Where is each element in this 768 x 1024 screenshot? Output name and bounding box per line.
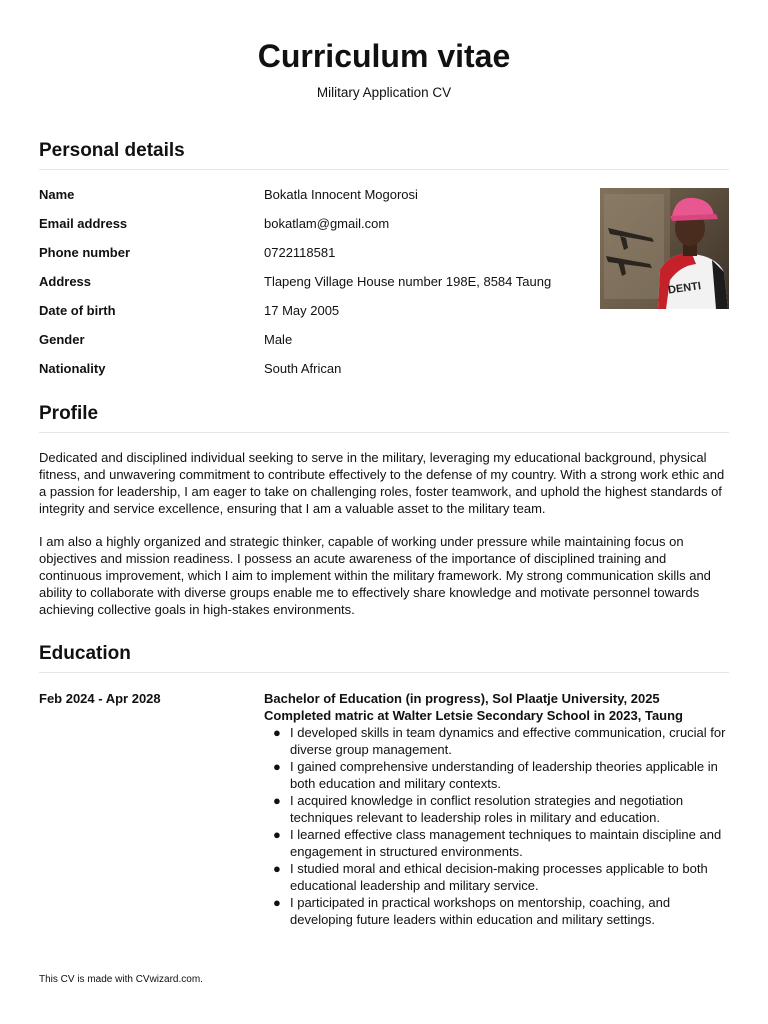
education-heading: Education [39, 643, 131, 664]
detail-label: Phone number [39, 245, 131, 260]
section-divider [39, 672, 729, 673]
profile-heading: Profile [39, 403, 99, 424]
detail-row-email [39, 215, 579, 244]
bullet-icon: ● [273, 827, 281, 842]
bullet-icon: ● [273, 861, 281, 876]
bullet-icon: ● [273, 895, 281, 910]
detail-row-nationality [39, 360, 579, 389]
detail-value: Male [264, 332, 293, 347]
profile-paragraph: Dedicated and disciplined individual seeking to serve in the military, leveraging my educational background, physical fitness, and unwavering commitment to contribute effectively to the defense of my country. With a strong work ethic and a passion for leadership, I am eager to take on challenging roles, foster teamwork, and uphold the highest standards of integrity and service excellence, ensuring that I am a valuable asset to the military team. [39, 450, 725, 516]
education-entry [264, 690, 730, 928]
personal-details-heading: Personal details [39, 140, 185, 161]
cv-title: Curriculum vitae [257, 38, 511, 74]
list-item: ● I gained comprehensive understanding of leadership theories applicable in both education and military contexts. [273, 759, 718, 791]
bullet-icon: ● [273, 725, 281, 740]
profile-paragraph: I am also a highly organized and strategic thinker, capable of working under pressure while maintaining focus on objectives and mission readiness. I possess an acute awareness of the importance of disciplined training and continuous improvement, which I aim to implement within the military framework. My strong communication skills and ability to collaborate with diverse groups enable me to effectively share knowledge and motivate personnel towards achieving collective goals in high-stakes environments. [39, 534, 711, 617]
list-item: ● I studied moral and ethical decision-making processes applicable to both educational leadership and military service. [273, 861, 708, 893]
education-bullets [264, 724, 730, 928]
education-degree: Bachelor of Education (in progress), Sol Plaatje University, 2025 [264, 691, 660, 706]
section-divider [39, 432, 729, 433]
footer-credit: This CV is made with CVwizard.com. [39, 974, 203, 985]
detail-row-gender [39, 331, 579, 360]
svg-text:DENTI: DENTI [667, 280, 702, 297]
cv-subtitle: Military Application CV [316, 85, 452, 100]
list-item: ● I acquired knowledge in conflict resolution strategies and negotiation techniques relevant to leadership roles in military and education. [273, 793, 684, 825]
detail-label: Email address [39, 216, 128, 231]
personal-details-table [39, 186, 579, 389]
bullet-icon: ● [273, 793, 281, 808]
detail-value: Bokatla Innocent Mogorosi [264, 187, 418, 202]
detail-row-address [39, 273, 579, 302]
detail-value: bokatlam@gmail.com [264, 216, 390, 231]
profile-photo [600, 188, 729, 309]
detail-label: Gender [39, 332, 85, 347]
bullet-icon: ● [273, 759, 281, 774]
education-date: Feb 2024 - Apr 2028 [39, 691, 161, 706]
detail-label: Address [39, 274, 92, 289]
detail-row-name [39, 186, 579, 215]
profile-text [39, 449, 731, 634]
list-item: ● I participated in practical workshops on mentorship, coaching, and developing future leaders within education and military settings. [273, 895, 671, 927]
detail-row-dob [39, 302, 579, 331]
list-item: ● I learned effective class management techniques to maintain discipline and engagement in structured environments. [273, 827, 722, 859]
detail-row-phone [39, 244, 579, 273]
detail-label: Date of birth [39, 303, 116, 318]
detail-value: 17 May 2005 [264, 303, 340, 318]
education-matric: Completed matric at Walter Letsie Secondary School in 2023, Taung [264, 708, 683, 723]
detail-label: Name [39, 187, 75, 202]
section-divider [39, 169, 729, 170]
detail-value: Tlapeng Village House number 198E, 8584 Taung [264, 274, 552, 289]
detail-value: South African [264, 361, 342, 376]
detail-label: Nationality [39, 361, 106, 376]
list-item: ● I developed skills in team dynamics and effective communication, crucial for diverse group management. [273, 725, 726, 757]
detail-value: 0722118581 [264, 245, 336, 260]
